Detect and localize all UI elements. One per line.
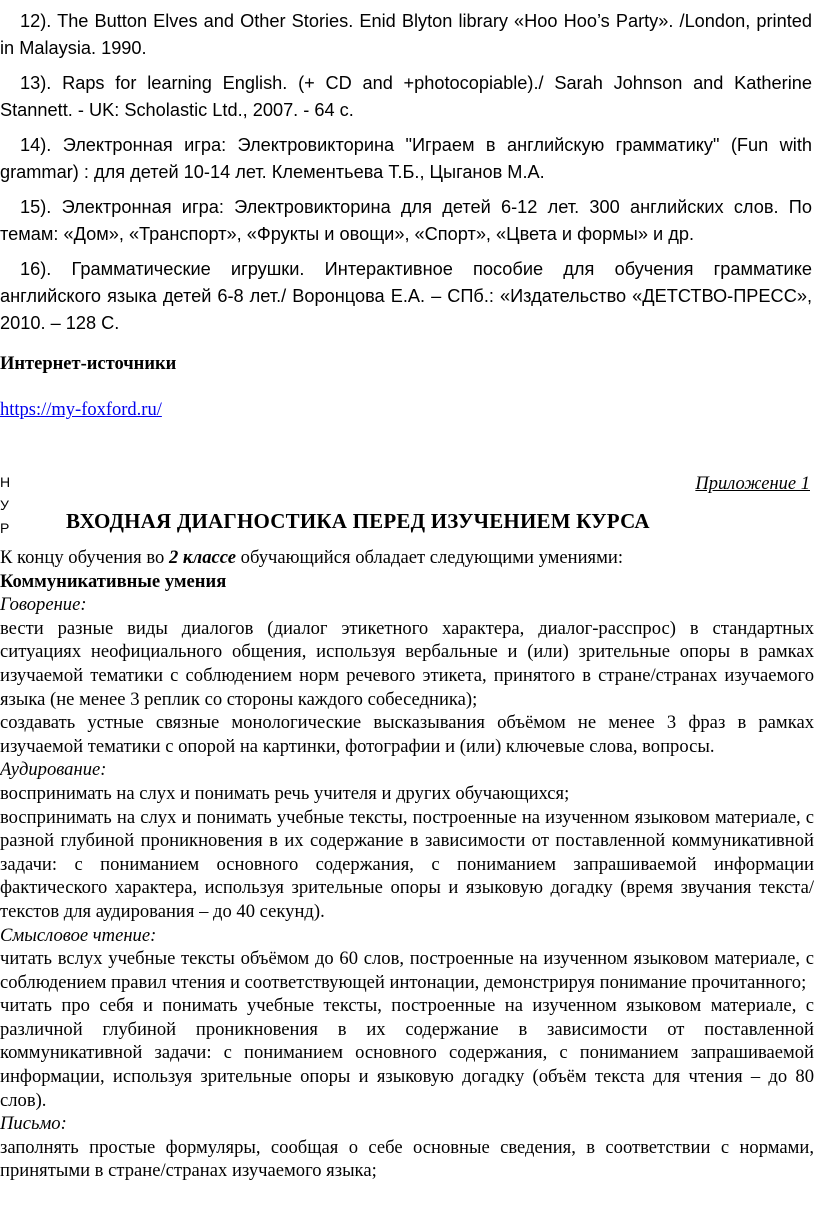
skills-heading: Коммуникативные умения [0,570,227,592]
reference-item: 15). Электронная игра: Электровикторина для детей 6-12 лет. 300 английских слов. По темам: «Дом», «Транспорт», «Фрукты и овощи», «Спорт», «Цвета и формы» и др. [0,197,812,244]
reading-item: читать вслух учебные тексты объёмом до 60 слов, построенные на изученном языковом материале, с соблюдением правил чтения и соответствующей интонации, демонстрируя понимание прочитанного; [0,948,814,993]
side-letter: Н [0,474,11,490]
writing-label: Письмо: [0,1113,67,1135]
grade-emphasis: 2 классе [168,547,237,568]
reference-list [0,8,812,345]
listening-label: Аудирование: [0,759,107,781]
listening-item: воспринимать на слух и понимать учебные тексты, построенные на изученном языковом материале, с разной глубиной проникновения в их содержание в зависимости от поставленной коммуникативной задачи: с пониманием основного содержания, с пониманием запрашиваемой информации фактического характера, используя зрительные опоры и языковую догадку (время звучания текста/текстов для аудирования – до 40 секунд). [0,806,814,922]
appendix-label: Приложение 1 [695,474,810,494]
listening-item: воспринимать на слух и понимать речь учителя и других обучающихся; [0,782,570,804]
reference-item: 12). The Button Elves and Other Stories. Enid Blyton library «Hoo Hoo’s Party». /London, printed in Malaysia. 1990. [0,11,812,58]
document-body [0,546,814,1183]
side-letter: Р [0,520,10,536]
side-letters [0,471,14,540]
speaking-label: Говорение: [0,594,87,616]
intro-paragraph: К концу обучения во 2 классе обучающийся обладает следующими умениями: [0,547,623,568]
side-letter: У [0,497,9,513]
reference-item: 14). Электронная игра: Электровикторина "Играем в английскую грамматику" (Fun with grammar) : для детей 10-14 лет. Клементьева Т.Б., Цыганов М.А. [0,135,812,182]
speaking-item: вести разные виды диалогов (диалог этикетного характера, диалог-расспрос) в стандартных ситуациях неофициального общения, используя вербальные и (или) зрительные опоры в рамках изучаемой тематики с соблюдением норм речевого этикета, принятого в стране/странах изучаемого языка (не менее 3 реплик со стороны каждого собеседника); [0,617,814,710]
reading-item: читать про себя и понимать учебные тексты, построенные на изученном языковом материале, с различной глубиной проникновения в их содержание в зависимости от поставленной коммуникативной задачи: с пониманием основного содержания, с пониманием запрашиваемой информации, используя зрительные опоры и языковую догадку (объём текста для чтения – до 80 слов). [0,995,814,1111]
internet-sources-heading: Интернет-источники [0,354,177,374]
reference-item: 16). Грамматические игрушки. Интерактивное пособие для обучения грамматике английского языка детей 6-8 лет./ Воронцова Е.А. – СПб.: «Издательство «ДЕТСТВО-ПРЕСС», 2010. – 128 С. [0,259,812,333]
section-title: ВХОДНАЯ ДИАГНОСТИКА ПЕРЕД ИЗУЧЕНИЕМ КУРСА [66,509,650,533]
foxford-link[interactable]: https://my-foxford.ru/ [0,400,162,420]
writing-item: заполнять простые формуляры, сообщая о себе основные сведения, в соответствии с нормами, принятыми в стране/странах изучаемого языка; [0,1136,814,1182]
speaking-item: создавать устные связные монологические высказывания объёмом не менее 3 фраз в рамках изучаемой тематики с опорой на картинки, фотографии и (или) ключевые слова, вопросы. [0,712,814,757]
reading-label: Смысловое чтение: [0,924,157,946]
reference-item: 13). Raps for learning English. (+ CD and +photocopiable)./ Sarah Johnson and Katherine Stannett. - UK: Scholastic Ltd., 2007. - 64 c. [0,73,812,120]
